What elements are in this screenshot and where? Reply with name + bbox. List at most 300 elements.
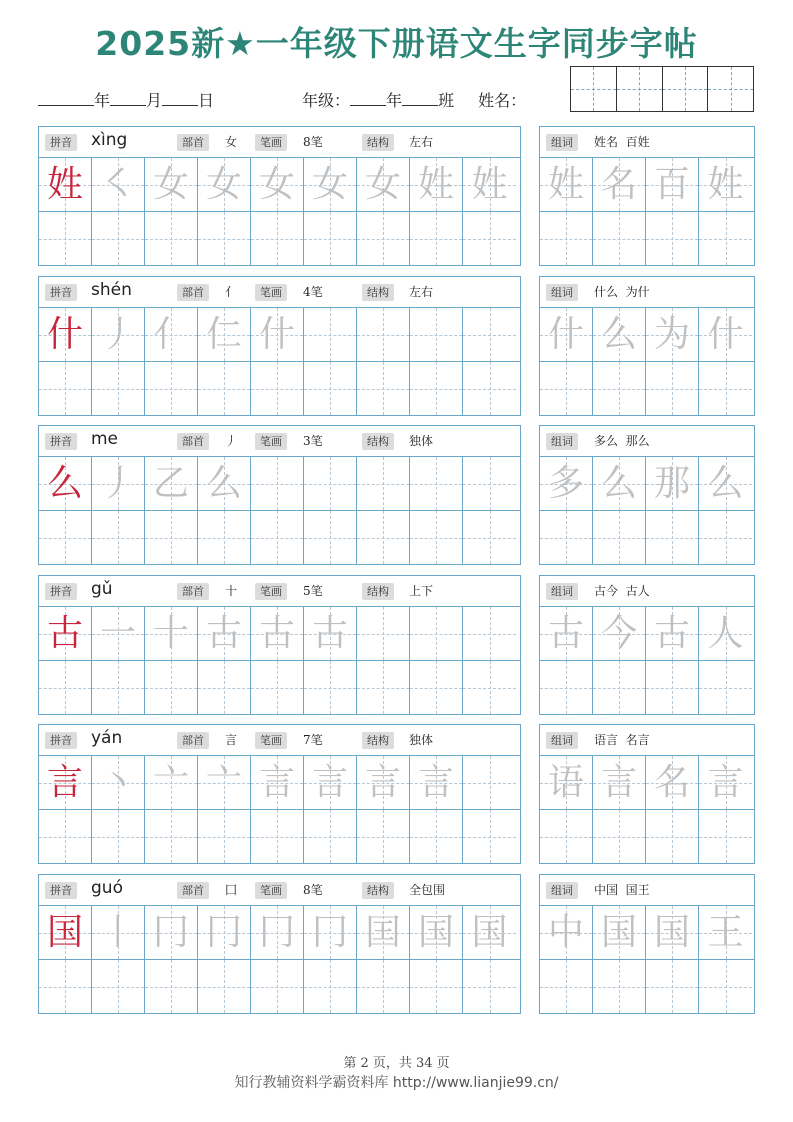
structure-value: 上下 (409, 584, 434, 598)
stroke-order-step: 什 (258, 313, 295, 355)
word-writing-cell[interactable] (699, 457, 752, 510)
writing-cell[interactable] (198, 810, 251, 863)
writing-cell[interactable] (251, 212, 304, 265)
word-writing-cell[interactable] (593, 362, 646, 415)
pinyin-value: guó (91, 878, 123, 898)
writing-cell[interactable] (304, 810, 357, 863)
stroke-order-step: 言 (258, 761, 295, 803)
month-blank[interactable] (110, 91, 146, 106)
writing-cell[interactable] (463, 810, 516, 863)
writing-cell[interactable] (357, 607, 410, 660)
stroke-order-step: 古 (311, 612, 348, 654)
structure-tag: 结构 (362, 882, 394, 899)
writing-cell[interactable] (92, 212, 145, 265)
radical-tag: 部首 (177, 583, 209, 600)
writing-cell[interactable] (357, 511, 410, 564)
word-writing-cell[interactable] (540, 511, 593, 564)
radical-tag: 部首 (177, 882, 209, 899)
word-writing-cell[interactable] (646, 607, 699, 660)
writing-cell[interactable] (463, 457, 516, 510)
char-info-header (39, 426, 520, 457)
writing-cell[interactable] (463, 960, 516, 1013)
writing-cell[interactable] (92, 960, 145, 1013)
word-practice-panel (539, 126, 755, 266)
practice-row (39, 810, 520, 863)
writing-cell[interactable] (92, 308, 145, 361)
writing-cell[interactable] (304, 756, 357, 809)
word-writing-cell[interactable] (540, 756, 593, 809)
word-writing-cell[interactable] (646, 756, 699, 809)
word-writing-cell[interactable] (699, 756, 752, 809)
writing-cell[interactable] (198, 212, 251, 265)
writing-cell[interactable] (39, 810, 92, 863)
word-practice-panel (539, 575, 755, 715)
writing-cell[interactable] (410, 308, 463, 361)
writing-cell[interactable] (198, 511, 251, 564)
writing-cell[interactable] (410, 457, 463, 510)
writing-cell[interactable] (198, 607, 251, 660)
stroke-order-step: 丶 (99, 761, 136, 803)
strokes-tag: 笔画 (255, 882, 287, 899)
word-trace-character: 人 (707, 612, 744, 654)
word-writing-cell[interactable] (540, 362, 593, 415)
writing-cell[interactable] (304, 158, 357, 211)
writing-cell[interactable] (304, 457, 357, 510)
word-writing-cell[interactable] (540, 308, 593, 361)
word-trace-character: 名 (653, 761, 690, 803)
strokes-value: 8笔 (303, 883, 323, 897)
stroke-order-step: 女 (258, 163, 295, 205)
writing-cell[interactable] (251, 158, 304, 211)
stroke-order-step: 女 (205, 163, 242, 205)
word-trace-character: 么 (707, 462, 744, 504)
writing-cell[interactable] (92, 906, 145, 959)
name-cell[interactable] (571, 67, 617, 111)
word-writing-cell[interactable] (540, 457, 593, 510)
words-tag: 组词 (546, 433, 578, 450)
word-writing-cell[interactable] (699, 308, 752, 361)
word-writing-cell[interactable] (540, 661, 593, 714)
writing-cell[interactable] (92, 756, 145, 809)
char-info-header (39, 875, 520, 906)
stroke-order-step: ㇛ (99, 163, 136, 205)
writing-cell[interactable] (304, 661, 357, 714)
writing-cell[interactable] (145, 661, 198, 714)
writing-cell[interactable] (251, 756, 304, 809)
writing-cell[interactable] (39, 960, 92, 1013)
word-trace-character: 么 (600, 313, 637, 355)
writing-cell[interactable] (145, 308, 198, 361)
practice-row (39, 457, 520, 511)
writing-cell[interactable] (410, 511, 463, 564)
words-header (540, 875, 754, 906)
writing-cell[interactable] (39, 362, 92, 415)
word-writing-cell[interactable] (699, 212, 752, 265)
stroke-practice-panel (38, 575, 521, 715)
word-trace-character: 名 (600, 163, 637, 205)
char-info-header (39, 576, 520, 607)
pinyin-value: me (91, 429, 119, 449)
writing-cell[interactable] (410, 212, 463, 265)
writing-cell[interactable] (357, 906, 410, 959)
writing-cell[interactable] (357, 810, 410, 863)
writing-cell[interactable] (145, 457, 198, 510)
word-writing-cell[interactable] (646, 960, 699, 1013)
writing-cell[interactable] (410, 756, 463, 809)
word-writing-cell[interactable] (540, 212, 593, 265)
practice-row (39, 906, 520, 960)
word-writing-cell[interactable] (593, 661, 646, 714)
writing-cell[interactable] (92, 810, 145, 863)
writing-cell[interactable] (410, 362, 463, 415)
writing-cell[interactable] (39, 607, 92, 660)
word-writing-cell[interactable] (699, 158, 752, 211)
stroke-practice-panel (38, 126, 521, 266)
writing-cell[interactable] (145, 756, 198, 809)
writing-cell[interactable] (92, 457, 145, 510)
word-writing-cell[interactable] (593, 810, 646, 863)
grade-blank[interactable] (350, 91, 386, 106)
structure-value: 全包围 (409, 883, 446, 897)
word-trace-character: 什 (707, 313, 744, 355)
structure-tag: 结构 (362, 134, 394, 151)
word-trace-character: 语 (547, 761, 584, 803)
stroke-order-step: 仁 (205, 313, 242, 355)
writing-cell[interactable] (357, 158, 410, 211)
pinyin-value: yán (91, 728, 123, 748)
structure-value: 独体 (409, 434, 434, 448)
year-blank[interactable] (38, 91, 94, 106)
writing-cell[interactable] (410, 960, 463, 1013)
writing-cell[interactable] (357, 308, 410, 361)
stroke-practice-panel (38, 276, 521, 416)
writing-cell[interactable] (39, 158, 92, 211)
writing-cell[interactable] (357, 212, 410, 265)
writing-cell[interactable] (357, 457, 410, 510)
stroke-order-step: 冂 (311, 911, 348, 953)
writing-cell[interactable] (463, 661, 516, 714)
structure-tag: 结构 (362, 583, 394, 600)
practice-row (39, 362, 520, 415)
word-writing-cell[interactable] (699, 960, 752, 1013)
words-value: 多么 那么 (594, 434, 650, 448)
writing-cell[interactable] (357, 661, 410, 714)
writing-cell[interactable] (198, 960, 251, 1013)
grade-year-unit: 年 (386, 91, 403, 110)
writing-cell[interactable] (198, 661, 251, 714)
writing-cell[interactable] (92, 511, 145, 564)
word-row (540, 906, 754, 960)
writing-cell[interactable] (251, 810, 304, 863)
word-writing-cell[interactable] (646, 810, 699, 863)
writing-cell[interactable] (92, 607, 145, 660)
word-writing-cell[interactable] (540, 607, 593, 660)
word-writing-cell[interactable] (699, 906, 752, 959)
radical-value: 言 (225, 733, 238, 747)
writing-cell[interactable] (145, 362, 198, 415)
word-writing-cell[interactable] (646, 661, 699, 714)
words-tag: 组词 (546, 583, 578, 600)
word-writing-cell[interactable] (699, 362, 752, 415)
writing-cell[interactable] (145, 158, 198, 211)
stroke-order-step: 亠 (205, 761, 242, 803)
stroke-order-step: 冂 (152, 911, 189, 953)
stroke-order-step: 国 (471, 911, 508, 953)
words-value: 什么 为什 (594, 285, 650, 299)
structure-tag: 结构 (362, 284, 394, 301)
writing-cell[interactable] (304, 362, 357, 415)
char-info-header (39, 127, 520, 158)
writing-cell[interactable] (92, 661, 145, 714)
writing-cell[interactable] (145, 810, 198, 863)
word-writing-cell[interactable] (646, 457, 699, 510)
writing-cell[interactable] (251, 607, 304, 660)
strokes-value: 5笔 (303, 584, 323, 598)
radical-value: 女 (225, 135, 238, 149)
writing-cell[interactable] (198, 308, 251, 361)
words-value: 中国 国王 (594, 883, 650, 897)
word-writing-cell[interactable] (699, 607, 752, 660)
writing-cell[interactable] (198, 362, 251, 415)
source-credit: 知行教辅资料学霸资料库 http://www.lianjie99.cn/ (234, 1075, 559, 1091)
radical-tag: 部首 (177, 134, 209, 151)
writing-cell[interactable] (39, 457, 92, 510)
strokes-tag: 笔画 (255, 732, 287, 749)
writing-cell[interactable] (304, 212, 357, 265)
practice-row (39, 607, 520, 661)
stroke-order-step: 冂 (205, 911, 242, 953)
word-writing-cell[interactable] (646, 906, 699, 959)
word-writing-cell[interactable] (646, 158, 699, 211)
word-writing-cell[interactable] (646, 362, 699, 415)
stroke-order-step: 乙 (152, 462, 189, 504)
stroke-order-step: 女 (311, 163, 348, 205)
word-writing-cell[interactable] (593, 906, 646, 959)
structure-tag: 结构 (362, 732, 394, 749)
word-trace-character: 古 (653, 612, 690, 654)
writing-cell[interactable] (39, 511, 92, 564)
writing-cell[interactable] (410, 906, 463, 959)
writing-cell[interactable] (357, 960, 410, 1013)
word-writing-cell[interactable] (699, 511, 752, 564)
stroke-order-step: 十 (152, 612, 189, 654)
words-tag: 组词 (546, 134, 578, 151)
word-row (540, 511, 754, 564)
stroke-order-step: 亻 (152, 313, 189, 355)
stroke-order-step: 女 (364, 163, 401, 205)
writing-cell[interactable] (198, 756, 251, 809)
writing-cell[interactable] (198, 457, 251, 510)
radical-value: 十 (225, 584, 238, 598)
radical-tag: 部首 (177, 284, 209, 301)
page-title: 2025新★一年级下册语文生字同步字帖 (95, 24, 698, 63)
writing-cell[interactable] (304, 906, 357, 959)
writing-cell[interactable] (463, 511, 516, 564)
name-label: 姓名： (478, 91, 527, 110)
pinyin-value: xìng (91, 130, 128, 150)
word-writing-cell[interactable] (699, 810, 752, 863)
writing-cell[interactable] (39, 661, 92, 714)
stroke-order-step: 古 (205, 612, 242, 654)
word-row (540, 212, 754, 265)
word-writing-cell[interactable] (646, 511, 699, 564)
writing-cell[interactable] (251, 362, 304, 415)
model-character: 国 (46, 911, 83, 953)
words-header (540, 576, 754, 607)
words-tag: 组词 (546, 882, 578, 899)
words-value: 古今 古人 (594, 584, 650, 598)
writing-cell[interactable] (251, 661, 304, 714)
stroke-practice-panel (38, 724, 521, 864)
word-writing-cell[interactable] (540, 810, 593, 863)
writing-cell[interactable] (304, 607, 357, 660)
radical-value: 丿 (225, 434, 238, 448)
word-writing-cell[interactable] (593, 756, 646, 809)
day-unit: 日 (198, 91, 215, 110)
pinyin-tag: 拼音 (45, 284, 77, 301)
stroke-order-step: 丿 (99, 462, 136, 504)
word-trace-character: 古 (547, 612, 584, 654)
word-writing-cell[interactable] (593, 457, 646, 510)
page-number: 第 2 页，共 34 页 (343, 1056, 450, 1071)
writing-cell[interactable] (39, 906, 92, 959)
char-info-header (39, 725, 520, 756)
writing-cell[interactable] (463, 362, 516, 415)
writing-cell[interactable] (92, 362, 145, 415)
writing-cell[interactable] (463, 212, 516, 265)
word-writing-cell[interactable] (540, 158, 593, 211)
writing-cell[interactable] (304, 960, 357, 1013)
practice-row (39, 212, 520, 265)
pinyin-value: shén (91, 280, 132, 300)
word-trace-character: 什 (547, 313, 584, 355)
word-trace-character: 么 (600, 462, 637, 504)
model-character: 么 (46, 462, 83, 504)
writing-cell[interactable] (463, 607, 516, 660)
word-row (540, 607, 754, 661)
writing-cell[interactable] (251, 960, 304, 1013)
words-header (540, 426, 754, 457)
stroke-practice-panel (38, 425, 521, 565)
stroke-order-step: 古 (258, 612, 295, 654)
writing-cell[interactable] (39, 212, 92, 265)
pinyin-tag: 拼音 (45, 433, 77, 450)
stroke-order-step: 言 (364, 761, 401, 803)
writing-cell[interactable] (145, 511, 198, 564)
strokes-tag: 笔画 (255, 433, 287, 450)
stroke-order-step: 女 (152, 163, 189, 205)
stroke-order-step: 国 (417, 911, 454, 953)
grade-label: 年级： (302, 91, 351, 110)
radical-value: 亻 (225, 285, 238, 299)
writing-cell[interactable] (251, 511, 304, 564)
stroke-practice-panel (38, 874, 521, 1014)
pinyin-value: gǔ (91, 579, 113, 599)
word-writing-cell[interactable] (593, 212, 646, 265)
writing-cell[interactable] (39, 308, 92, 361)
writing-cell[interactable] (198, 158, 251, 211)
name-cell[interactable] (617, 67, 663, 111)
practice-row (39, 308, 520, 362)
stroke-order-step: 言 (417, 761, 454, 803)
writing-cell[interactable] (463, 308, 516, 361)
radical-tag: 部首 (177, 732, 209, 749)
word-writing-cell[interactable] (593, 511, 646, 564)
word-trace-character: 国 (653, 911, 690, 953)
name-cell[interactable] (663, 67, 709, 111)
writing-cell[interactable] (145, 607, 198, 660)
writing-cell[interactable] (251, 906, 304, 959)
words-header (540, 277, 754, 308)
writing-cell[interactable] (463, 158, 516, 211)
writing-cell[interactable] (410, 607, 463, 660)
structure-value: 左右 (409, 285, 434, 299)
stroke-order-step: 么 (205, 462, 242, 504)
writing-cell[interactable] (410, 810, 463, 863)
word-writing-cell[interactable] (593, 607, 646, 660)
stroke-order-step: 一 (99, 612, 136, 654)
word-trace-character: 言 (707, 761, 744, 803)
structure-tag: 结构 (362, 433, 394, 450)
word-writing-cell[interactable] (540, 960, 593, 1013)
name-writing-box[interactable] (570, 66, 754, 112)
word-trace-character: 那 (653, 462, 690, 504)
model-character: 言 (46, 761, 83, 803)
writing-cell[interactable] (463, 906, 516, 959)
word-writing-cell[interactable] (699, 661, 752, 714)
writing-cell[interactable] (145, 960, 198, 1013)
practice-row (39, 661, 520, 714)
writing-cell[interactable] (145, 906, 198, 959)
writing-cell[interactable] (304, 308, 357, 361)
stroke-order-step: 丿 (99, 313, 136, 355)
strokes-tag: 笔画 (255, 134, 287, 151)
writing-cell[interactable] (463, 756, 516, 809)
writing-cell[interactable] (198, 906, 251, 959)
stroke-order-step: 冂 (258, 911, 295, 953)
model-character: 古 (46, 612, 83, 654)
month-unit: 月 (146, 91, 163, 110)
word-trace-character: 百 (653, 163, 690, 205)
writing-cell[interactable] (410, 661, 463, 714)
word-writing-cell[interactable] (593, 960, 646, 1013)
word-writing-cell[interactable] (646, 308, 699, 361)
word-writing-cell[interactable] (593, 308, 646, 361)
word-writing-cell[interactable] (540, 906, 593, 959)
writing-cell[interactable] (145, 212, 198, 265)
words-header (540, 127, 754, 158)
day-blank[interactable] (162, 91, 198, 106)
writing-cell[interactable] (357, 362, 410, 415)
char-info-header (39, 277, 520, 308)
writing-cell[interactable] (251, 457, 304, 510)
writing-cell[interactable] (410, 158, 463, 211)
writing-cell[interactable] (251, 308, 304, 361)
class-blank[interactable] (402, 91, 438, 106)
word-row (540, 457, 754, 511)
word-writing-cell[interactable] (646, 212, 699, 265)
word-row (540, 960, 754, 1013)
word-writing-cell[interactable] (593, 158, 646, 211)
writing-cell[interactable] (39, 756, 92, 809)
writing-cell[interactable] (92, 158, 145, 211)
writing-cell[interactable] (357, 756, 410, 809)
writing-cell[interactable] (304, 511, 357, 564)
word-trace-character: 为 (653, 313, 690, 355)
radical-tag: 部首 (177, 433, 209, 450)
word-trace-character: 今 (600, 612, 637, 654)
name-cell[interactable] (708, 67, 753, 111)
